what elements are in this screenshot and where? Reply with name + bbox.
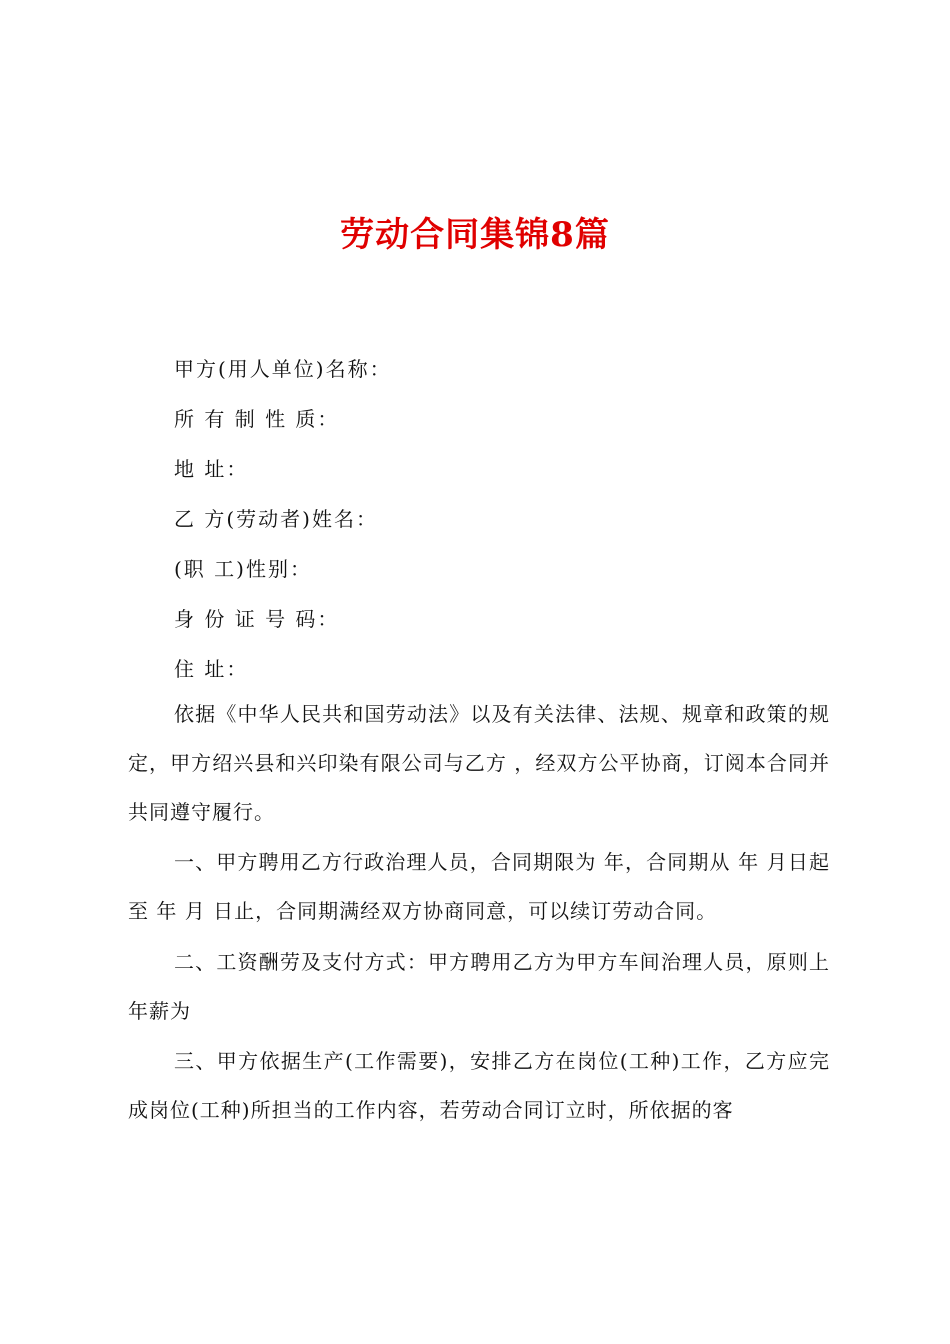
field-ownership-type: 所 有 制 性 质： (174, 407, 340, 431)
field-employee-name: 乙 方(劳动者)姓名： (174, 507, 378, 531)
field-id-number: 身 份 证 号 码： (174, 607, 340, 631)
field-employee-gender: (职 工)性别： (174, 557, 312, 581)
paragraph-preamble: 依据《中华人民共和国劳动法》以及有关法律、法规、规章和政策的规定，甲方绍兴县和兴印染有限公司与乙方 ，经双方公平协商，订阅本合同并共同遵守履行。 (128, 702, 830, 824)
field-employee-address: 住 址： (174, 657, 249, 681)
paragraph-clause-1: 一、甲方聘用乙方行政治理人员，合同期限为 年，合同期从 年 月日起至 年 月 日止，合同期满经双方协商同意，可以续订劳动合同。 (128, 850, 830, 923)
paragraph-clause-3: 三、甲方依据生产(工作需要)，安排乙方在岗位(工种)工作，乙方应完成岗位(工种)所担当的工作内容，若劳动合同订立时，所依据的客 (128, 1049, 830, 1122)
field-employer-name: 甲方(用人单位)名称： (174, 357, 392, 381)
paragraph-clause-2: 二、工资酬劳及支付方式：甲方聘用乙方为甲方车间治理人员，原则上年薪为 (128, 950, 830, 1023)
document-title: 劳动合同集锦8篇 (340, 215, 610, 255)
field-employer-address: 地 址： (174, 457, 249, 481)
